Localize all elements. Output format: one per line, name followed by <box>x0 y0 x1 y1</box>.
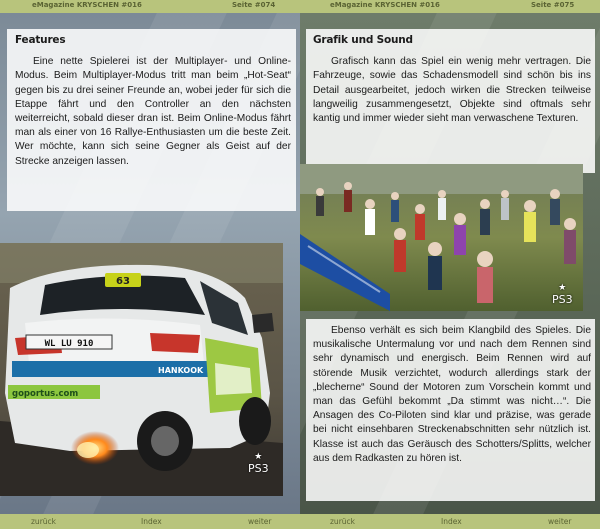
graphics-sound-heading: Grafik und Sound <box>313 34 413 46</box>
spectator-crowd-photo <box>300 164 583 311</box>
platform-label: PS3 <box>552 293 573 306</box>
index-link-right[interactable]: Index <box>441 517 462 526</box>
sponsor-hankook: HANKOOK <box>158 366 204 375</box>
magazine-title-right: eMagazine KRYSCHEN #016 <box>330 1 440 9</box>
crowd-illustration <box>300 164 583 311</box>
rally-car-photo <box>0 243 283 496</box>
features-paragraph: Eine nette Spielerei ist der Multiplayer- und Online-Modus. Beim Multiplayer-Modus tritt man beim „Hot-Seat“ gegen bis zu drei seiner Freunde an, wobei jeder für sich die Etappe fährt und den Controller an den nächsten weiterreicht, sobald dieser dran ist. Beim Online-Modus fährt man als einer von 16 Rallye-Enthusiasten um die beste Zeit. Wer möchte, kann sich seine Gegner als Geist auf der Strecke anzeigen lassen. <box>15 56 291 167</box>
ps3-badge <box>552 282 573 306</box>
footer-nav-bar <box>0 514 600 529</box>
rally-car-illustration <box>0 243 283 496</box>
graphics-paragraph: Grafisch kann das Spiel ein wenig mehr vertragen. Die Fahrzeuge, sowie das Schadensmodell sind schön bis ins Detail ausgearbeitet, jedoch wirken die Strecken teilweise langweilig zusammengesetzt, Objekte sind oftmals sehr kantig und immer wieder sieht man verwaschene Texturen. <box>313 56 591 125</box>
star-icon: ★ <box>254 452 263 462</box>
sponsor-goportus: goportus.com <box>12 389 79 399</box>
page-number-left: Seite #074 <box>232 1 276 9</box>
next-link-right[interactable]: weiter <box>548 517 572 526</box>
star-icon: ★ <box>558 283 567 293</box>
roof-number: 63 <box>116 276 130 287</box>
back-link-right[interactable]: zurück <box>330 517 355 526</box>
features-heading: Features <box>15 34 66 46</box>
graphics-sound-text-box <box>306 29 595 173</box>
features-text-box <box>7 29 296 211</box>
back-link-left[interactable]: zurück <box>31 517 56 526</box>
license-plate: WL LU 910 <box>44 339 94 349</box>
left-page <box>0 13 300 514</box>
page-number-right: Seite #075 <box>531 1 575 9</box>
ps3-badge <box>248 451 269 475</box>
next-link-left[interactable]: weiter <box>248 517 272 526</box>
index-link-left[interactable]: Index <box>141 517 162 526</box>
header-bar <box>0 0 600 13</box>
platform-label: PS3 <box>248 462 269 475</box>
sound-text-box <box>306 319 595 501</box>
right-page <box>300 13 600 514</box>
magazine-title-left: eMagazine KRYSCHEN #016 <box>32 1 142 9</box>
sound-paragraph: Ebenso verhält es sich beim Klangbild des Spieles. Die musikalische Untermalung vor und nach dem Rennen sind sehr dynamisch und energisch. Beim Rennen wird auf störende Musik verzichtet, wodurch allerdings stark der „blecherne“ Sound der Motoren zum Vorschein kommt und man das Gefühl bekommt „Da stimmt was nicht…“. Die Ansagen des Co-Piloten sind klar und präzise, was gerade bei nicht einsehbaren Streckenabschnitten sehr nützlich ist. Klasse ist auch das Geräusch des Schotters/Splitts, welcher aus dem Radkasten zu hören ist. <box>313 325 591 464</box>
